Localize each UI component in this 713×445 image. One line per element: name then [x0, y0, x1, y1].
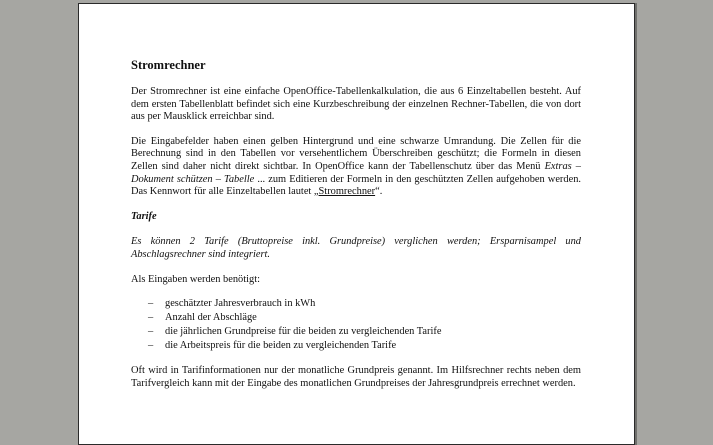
list-item — [131, 326, 581, 339]
document-page — [78, 3, 635, 445]
intro-paragraph: Der Stromrechner ist eine einfache OpenOffice-Tabellenkalkulation, die aus 6 Einzeltabellen besteht. Auf dem ersten Tabellenblatt befindet sich eine Kurzbeschreibung der einzelnen Rechner-Tabellen, die von dort aus per Mausklick erreichbar sind. — [131, 86, 581, 123]
password-text: Stromrechner — [318, 186, 376, 198]
protection-text-2: ... zum Editieren der Formeln in den geschützten Zellen aufgehoben werden. Das Kennwort für alle Einzeltabellen lautet „ — [131, 173, 581, 198]
document-content — [131, 58, 581, 402]
protection-text-3: “. — [375, 186, 383, 198]
dash-bullet: – — [148, 326, 154, 338]
dash-bullet: – — [148, 340, 154, 352]
list-item — [131, 298, 581, 311]
dash-bullet: – — [148, 298, 154, 310]
dash-bullet: – — [148, 312, 154, 324]
menu-path: Extras – Dokument schützen – Tabelle — [131, 160, 581, 185]
tarife-description: Es können 2 Tarife (Bruttopreise inkl. Grundpreise) verglichen werden; Ersparnisampel und Abschlagsrechner sind integriert. — [131, 236, 581, 260]
list-item-text: Anzahl der Abschläge — [165, 312, 257, 324]
grundpreis-paragraph: Oft wird in Tarifinformationen nur der monatliche Grundpreis genannt. Im Hilfsrechner rechts neben dem Tarifvergleich kann mit der Eingabe des monatlichen Grundpreises der Jahresgrundpreis errechnet werden. — [131, 365, 581, 389]
inputs-list — [131, 298, 581, 353]
list-item-text: geschätzter Jahresverbrauch in kWh — [165, 298, 316, 310]
section-heading-tarife: Tarife — [131, 210, 157, 222]
list-item-text: die jährlichen Grundpreise für die beiden zu vergleichenden Tarife — [165, 326, 442, 338]
protection-paragraph — [131, 136, 581, 199]
inputs-lead: Als Eingaben werden benötigt: — [131, 273, 260, 285]
list-item — [131, 340, 581, 353]
document-title: Stromrechner — [131, 58, 206, 72]
list-item-text: die Arbeitspreis für die beiden zu vergleichenden Tarife — [165, 340, 397, 352]
protection-text-1: Die Eingabefelder haben einen gelben Hintergrund und eine schwarze Umrandung. Die Zellen für die Berechnung sind in den Tabellen vor versehentlichem Überschreiben geschützt; die Formeln in diesen Zellen sind daher nicht direkt sichtbar. In OpenOffice kann der Tabellenschutz über das Menü — [131, 135, 581, 172]
list-item — [131, 312, 581, 325]
